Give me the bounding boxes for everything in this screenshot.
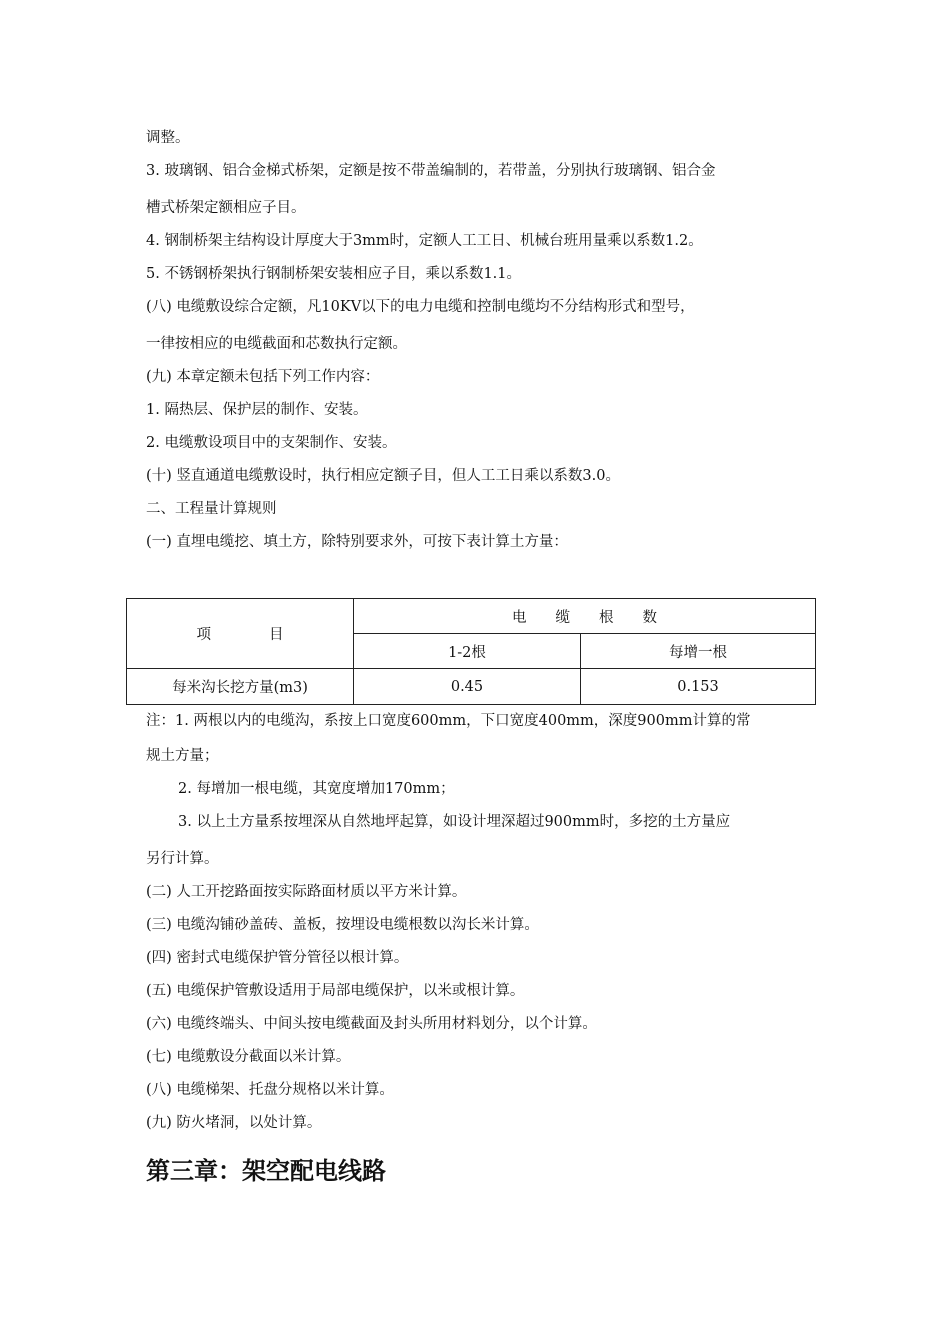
table-header-col2: 每增一根 xyxy=(581,634,816,669)
note: 另行计算。 xyxy=(146,851,219,867)
rule-item: (四) 密封式电缆保护管分管径以根计算。 xyxy=(146,950,409,966)
table-cell-val2: 0.153 xyxy=(581,669,816,705)
table-header-col1: 1-2根 xyxy=(354,634,581,669)
section-heading: 二、工程量计算规则 xyxy=(146,501,277,517)
paragraph: 槽式桥架定额相应子目。 xyxy=(146,200,306,216)
rule-item: (八) 电缆梯架、托盘分规格以米计算。 xyxy=(146,1082,394,1098)
table-header-item: 项 目 xyxy=(127,599,354,669)
paragraph: (八) 电缆敷设综合定额，凡10KV以下的电力电缆和控制电缆均不分结构形式和型号， xyxy=(146,299,695,315)
paragraph: (一) 直埋电缆挖、填土方，除特别要求外，可按下表计算土方量： xyxy=(146,534,568,550)
paragraph: 4. 钢制桥架主结构设计厚度大于3mm时，定额人工工日、机械台班用量乘以系数1.2。 xyxy=(146,233,703,249)
rule-item: (七) 电缆敷设分截面以米计算。 xyxy=(146,1049,351,1065)
table-cell-val1: 0.45 xyxy=(354,669,581,705)
paragraph: 调整。 xyxy=(146,130,190,146)
table-row xyxy=(127,669,816,705)
chapter-title: 第三章：架空配电线路 xyxy=(146,1156,386,1185)
rule-item: (五) 电缆保护管敷设适用于局部电缆保护，以米或根计算。 xyxy=(146,983,525,999)
paragraph: (十) 竖直通道电缆敷设时，执行相应定额子目，但人工工日乘以系数3.0。 xyxy=(146,468,620,484)
note: 2. 每增加一根电缆，其宽度增加170mm； xyxy=(178,781,455,797)
table-row-label: 每米沟长挖方量(m3) xyxy=(127,669,354,705)
rule-item: (二) 人工开挖路面按实际路面材质以平方米计算。 xyxy=(146,884,467,900)
note: 注：1. 两根以内的电缆沟，系按上口宽度600mm，下口宽度400mm，深度900mm计算的常 xyxy=(146,713,751,729)
table-header-group: 电 缆 根 数 xyxy=(354,599,816,634)
rule-item: (三) 电缆沟铺砂盖砖、盖板，按埋设电缆根数以沟长米计算。 xyxy=(146,917,539,933)
note: 规土方量； xyxy=(146,748,219,764)
paragraph: 一律按相应的电缆截面和芯数执行定额。 xyxy=(146,336,407,352)
note: 3. 以上土方量系按埋深从自然地坪起算，如设计埋深超过900mm时，多挖的土方量应 xyxy=(178,814,731,830)
paragraph: (九) 本章定额未包括下列工作内容： xyxy=(146,369,380,385)
paragraph: 3. 玻璃钢、铝合金梯式桥架，定额是按不带盖编制的，若带盖，分别执行玻璃钢、铝合金 xyxy=(146,163,716,179)
paragraph: 5. 不锈钢桥架执行钢制桥架安装相应子目，乘以系数1.1。 xyxy=(146,266,522,282)
rule-item: (九) 防火堵洞，以处计算。 xyxy=(146,1115,322,1131)
earthwork-table xyxy=(126,598,816,705)
rule-item: (六) 电缆终端头、中间头按电缆截面及封头所用材料划分，以个计算。 xyxy=(146,1016,597,1032)
paragraph: 1. 隔热层、保护层的制作、安装。 xyxy=(146,402,368,418)
paragraph: 2. 电缆敷设项目中的支架制作、安装。 xyxy=(146,435,397,451)
